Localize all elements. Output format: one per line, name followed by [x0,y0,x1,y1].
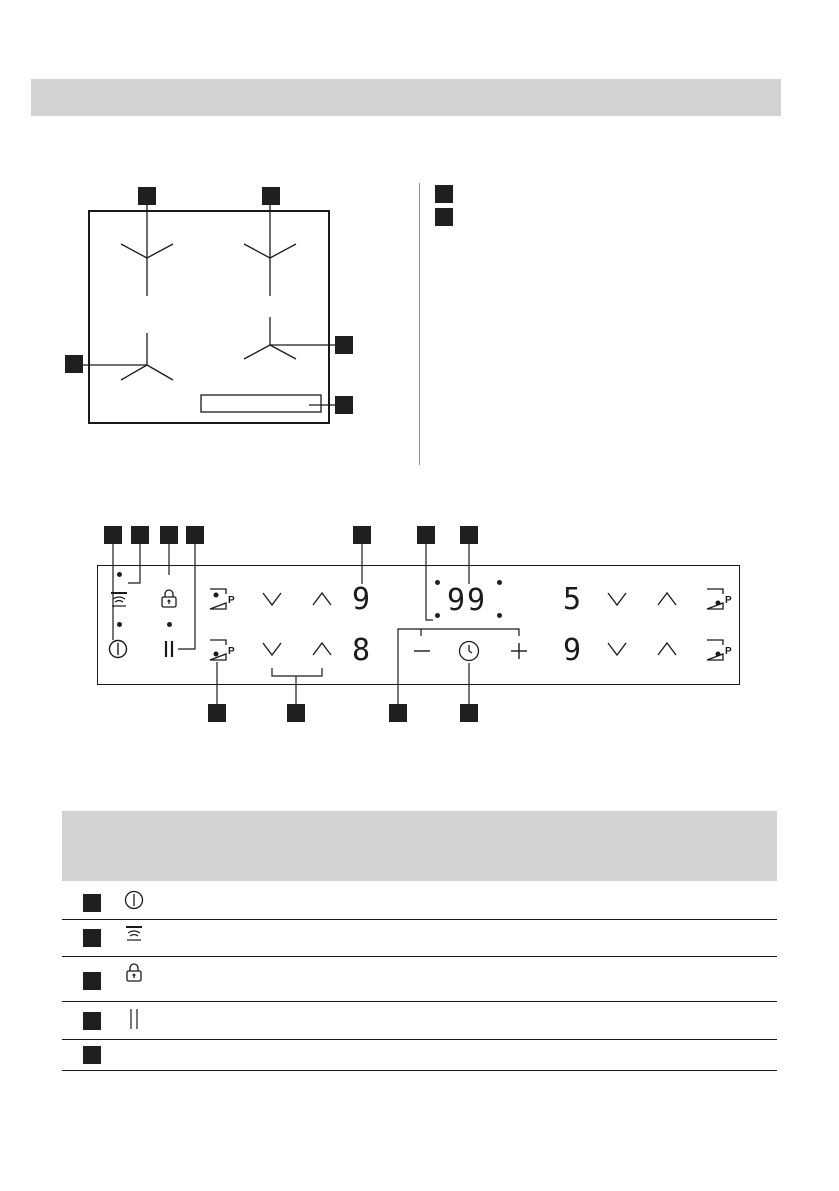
power-level-display-left-top: 9 [352,582,371,617]
power-level-display-left-bottom: 8 [352,633,371,668]
row-marker [83,1012,101,1030]
hob2hood-icon [124,925,144,943]
timer-indicator-dot [497,580,502,585]
marker-zone-top-right [262,187,280,205]
chevron-down-icon[interactable] [261,641,283,657]
chevron-down-icon[interactable] [606,591,628,607]
chevron-up-icon[interactable] [656,641,678,657]
boost-label: P [725,595,732,606]
plus-icon[interactable] [510,642,528,660]
row-marker [83,1046,101,1064]
marker-timer-adjust [389,704,407,722]
row-marker [83,894,101,912]
timer-icon[interactable] [458,640,480,662]
section-header-bar [31,79,781,116]
legend-marker-1 [435,185,453,203]
pause-icon [128,1008,140,1030]
column-divider [419,183,420,465]
marker-pause [186,526,204,544]
lock-icon [125,963,143,983]
hob-outline [88,210,330,424]
marker-control-panel [335,396,353,414]
marker-on-off [104,526,122,544]
table-header [62,811,777,881]
table-row [62,920,777,957]
table-row [62,1040,777,1071]
power-icon [124,890,144,910]
marker-timer-key [460,704,478,722]
pause-icon[interactable] [163,640,175,658]
marker-zone-bottom-left [65,355,83,373]
power-level-display-right-bottom: 9 [563,633,582,668]
marker-lock [160,526,178,544]
boost-label: P [228,646,235,657]
row-marker [83,972,101,990]
on-off-icon[interactable] [108,639,128,659]
marker-hob2hood [131,526,149,544]
chevron-up-icon[interactable] [656,591,678,607]
indicator-dot [117,622,122,627]
boost-label: P [228,595,235,606]
marker-zone-top-left [138,187,156,205]
indicator-dot [117,572,122,577]
lock-icon[interactable] [160,589,178,609]
marker-timer-indicators [417,526,435,544]
timer-indicator-dot [435,580,440,585]
timer-indicator-dot [435,613,440,618]
chevron-up-icon[interactable] [311,641,333,657]
minus-icon[interactable] [413,649,431,653]
marker-boost [208,704,226,722]
marker-zone-bottom-right [335,336,353,354]
table-row [62,957,777,1002]
timer-display: 99 [447,583,488,618]
marker-power-display [353,526,371,544]
hob2hood-icon[interactable] [109,591,129,609]
control-panel [97,565,740,685]
timer-indicator-dot [497,613,502,618]
boost-label: P [725,646,732,657]
chevron-up-icon[interactable] [311,591,333,607]
power-level-display-right-top: 5 [563,582,582,617]
legend-marker-2 [435,208,453,226]
chevron-down-icon[interactable] [606,641,628,657]
table-row [62,881,777,920]
marker-timer-display [460,526,478,544]
indicator-dot [167,622,172,627]
chevron-down-icon[interactable] [261,591,283,607]
marker-level-arrows [287,704,305,722]
table-row [62,1002,777,1040]
row-marker [83,929,101,947]
